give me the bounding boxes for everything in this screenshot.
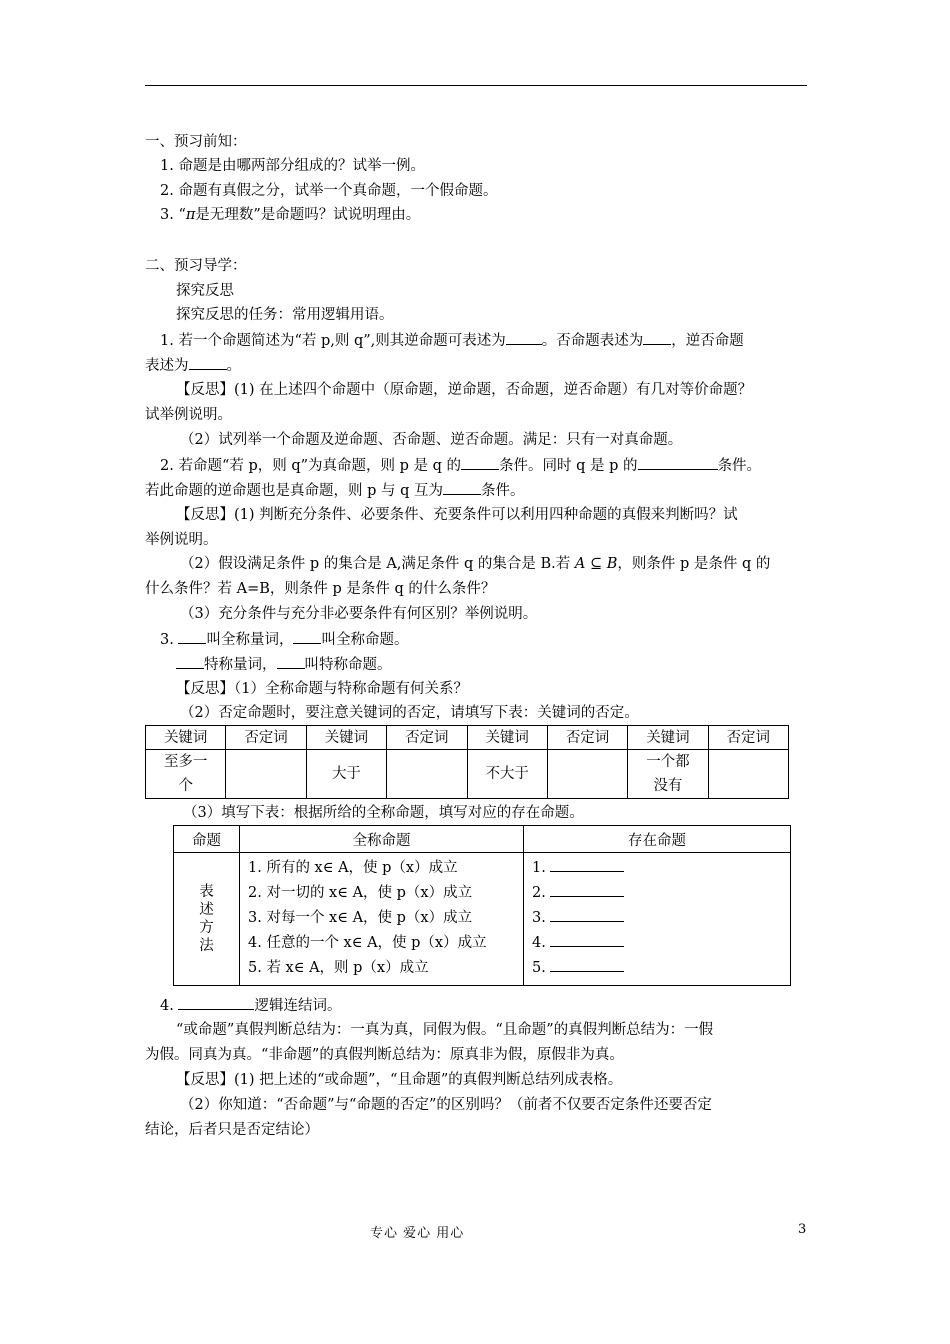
blank-logical-connective — [178, 995, 254, 1010]
reflection-4c: 结论，后者只是否定结论） — [145, 1122, 319, 1138]
keyword-negation-table — [145, 725, 789, 799]
header-cell: 否定词 — [226, 726, 306, 750]
side-label: 表述方法 — [199, 884, 214, 954]
negation-cell-blank[interactable] — [226, 750, 306, 799]
reflection-4b: （2）你知道：“否命题”与“命题的否定”的区别吗？（前者不仅要否定条件还要否定 — [180, 1097, 712, 1113]
reflection-2e: 什么条件？若 A=B，则条件 p 是条件 q 的什么条件？ — [145, 581, 496, 597]
header-proposition: 命题 — [174, 826, 240, 853]
header-rule — [145, 85, 807, 86]
reflection-2c: （2）假设满足条件 p 的集合是 A,满足条件 q 的集合是 B.若 A ⊆ B，则条件 p 是条件 q 的 — [180, 556, 771, 572]
section1-q1: 1. 命题是由哪两部分组成的？试举一例。 — [160, 158, 425, 174]
reflection-4a: 【反思】(1) 把上述的“或命题”，“且命题”的真假判断总结列成表格。 — [176, 1072, 623, 1088]
keyword-cell: 一个都没有 — [628, 750, 708, 799]
existential-item[interactable]: 1. — [524, 856, 790, 881]
question-3-line1: 3. 叫全称量词， 叫全称命题。 — [160, 629, 408, 650]
question-3-line2: 特称量词， 叫特称命题。 — [176, 654, 392, 675]
blank-converse — [506, 330, 542, 345]
blank-existential-proposition — [277, 654, 305, 669]
universal-item: 1. 所有的 x∈ A，使 p（x）成立 — [248, 860, 458, 876]
reflection-3b: （2）否定命题时，要注意关键词的否定，请填写下表：关键词的否定。 — [180, 705, 639, 721]
blank-inverse — [643, 330, 671, 345]
blank-universal-quantifier — [178, 629, 206, 644]
existential-item[interactable]: 4. — [524, 931, 790, 956]
reflection-2a: 【反思】(1) 判断充分条件、必要条件、充要条件可以利用四种命题的真假来判断吗？试 — [176, 507, 738, 523]
blank-condition-3 — [443, 480, 481, 495]
subset-expression: A ⊆ B — [574, 556, 618, 572]
keyword-cell: 至多一个 — [146, 750, 226, 799]
keyword-cell: 不大于 — [467, 750, 547, 799]
header-cell: 否定词 — [708, 726, 788, 750]
section1-heading: 一、预习前知： — [145, 134, 247, 150]
header-cell: 关键词 — [146, 726, 226, 750]
reflection-1a: 【反思】(1) 在上述四个命题中（原命题，逆命题，否命题，逆否命题）有几对等价命题？ — [176, 382, 753, 398]
footer-text: 专心 爱心 用心 — [370, 1226, 465, 1241]
truth-summary-2: 为假。同真为真。“非命题”的真假判断总结为：原真非为假，原假非为真。 — [145, 1047, 624, 1063]
quant-intro: （3）填写下表：根据所给的全称命题，填写对应的存在命题。 — [183, 805, 584, 821]
quantifier-table-body — [174, 853, 791, 986]
header-existential: 存在命题 — [524, 826, 791, 853]
keyword-table-row — [146, 750, 789, 799]
header-cell: 否定词 — [547, 726, 627, 750]
section1-q2: 2. 命题有真假之分，试举一个真命题，一个假命题。 — [160, 183, 498, 199]
blank-contrapositive — [189, 355, 227, 370]
reflection-2b: 举例说明。 — [145, 532, 218, 548]
existential-item[interactable]: 3. — [524, 906, 790, 931]
universal-cell — [240, 853, 524, 986]
keyword-cell: 大于 — [306, 750, 386, 799]
question-1-line1: 1. 若一个命题简述为“若 p,则 q”,则其逆命题可表述为 。否命题表述为 ，逆否命题 — [160, 330, 744, 351]
existential-item[interactable]: 5. — [524, 956, 790, 981]
universal-item: 5. 若 x∈ A，则 p（x）成立 — [248, 960, 429, 976]
existential-cell — [524, 853, 791, 986]
page-number: 3 — [798, 1222, 807, 1237]
blank-condition-1 — [461, 455, 499, 470]
existential-item[interactable]: 2. — [524, 881, 790, 906]
reflection-2f: （3）充分条件与充分非必要条件有何区别？举例说明。 — [180, 606, 538, 622]
reflection-1c: （2）试列举一个命题及逆命题、否命题、逆否命题。满足：只有一对真命题。 — [180, 432, 683, 448]
universal-item: 2. 对一切的 x∈ A，使 p（x）成立 — [248, 885, 473, 901]
header-cell: 关键词 — [306, 726, 386, 750]
quantifier-table — [173, 825, 791, 986]
negation-cell-blank[interactable] — [387, 750, 467, 799]
reflection-1b: 试举例说明。 — [145, 407, 232, 423]
header-cell: 否定词 — [387, 726, 467, 750]
truth-summary-1: “或命题”真假判断总结为：一真为真，同假为假。“且命题”的真假判断总结为：一假 — [176, 1022, 714, 1038]
header-universal: 全称命题 — [240, 826, 524, 853]
section2-heading: 二、预习导学： — [145, 258, 247, 274]
negation-cell-blank[interactable] — [708, 750, 788, 799]
quantifier-table-header — [174, 826, 791, 853]
section1-q3: 3. “π是无理数”是命题吗？试说明理由。 — [160, 207, 421, 223]
keyword-table-header — [146, 726, 789, 750]
question-2-line1: 2. 若命题“若 p，则 q”为真命题，则 p 是 q 的 条件。同时 q 是 p 的 条件。 — [160, 455, 761, 476]
blank-condition-2 — [638, 455, 718, 470]
section2-sub2: 探究反思的任务：常用逻辑用语。 — [176, 307, 394, 323]
blank-universal-proposition — [293, 629, 321, 644]
question-1-line2: 表述为 。 — [145, 355, 241, 376]
section2-sub1: 探究反思 — [176, 283, 234, 299]
pi-symbol: π — [185, 207, 196, 223]
question-2-line2: 若此命题的逆命题也是真命题，则 p 与 q 互为 条件。 — [145, 480, 525, 501]
universal-item: 4. 任意的一个 x∈ A，使 p（x）成立 — [248, 935, 487, 951]
question-4: 4. 逻辑连结词。 — [160, 995, 341, 1016]
reflection-3a: 【反思】（1）全称命题与特称命题有何关系？ — [176, 681, 468, 697]
universal-item: 3. 对每一个 x∈ A，使 p（x）成立 — [248, 910, 473, 926]
negation-cell-blank[interactable] — [547, 750, 627, 799]
side-label-cell — [174, 853, 240, 986]
blank-existential-quantifier — [176, 654, 204, 669]
header-cell: 关键词 — [628, 726, 708, 750]
header-cell: 关键词 — [467, 726, 547, 750]
